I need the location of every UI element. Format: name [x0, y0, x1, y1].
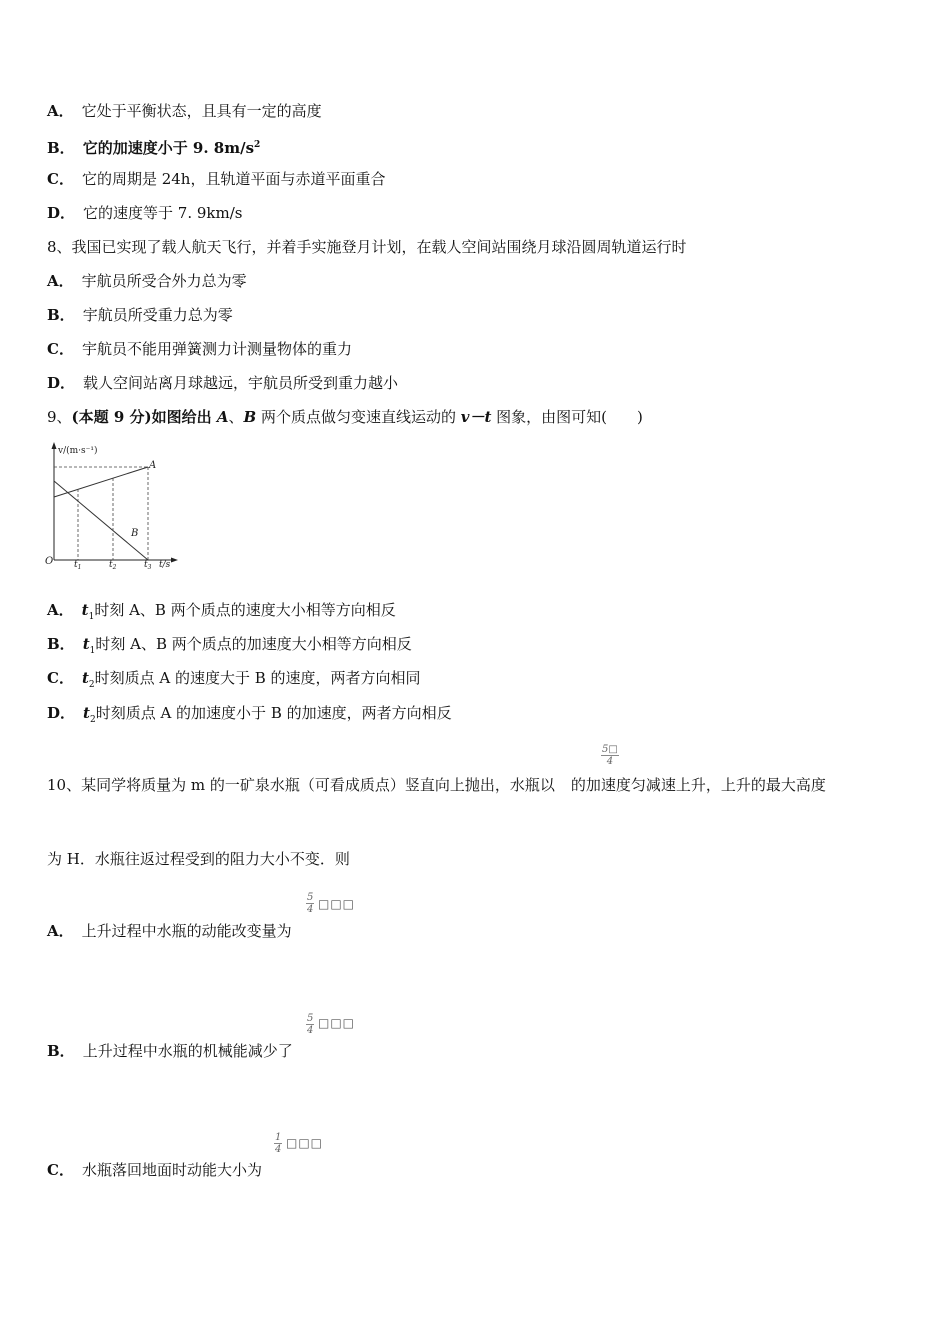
x-axis-arrow	[171, 558, 178, 563]
line-b	[54, 481, 148, 560]
q8-option-a: A． 宇航员所受合外力总为零	[47, 272, 247, 290]
q9-option-b: B． $t_1$时刻 A、B 两个质点的加速度大小相等方向相反	[47, 635, 412, 656]
q8-option-b: B． 宇航员所受重力总为零	[47, 306, 233, 324]
q10-stem-line2: 为 H．水瓶往返过程受到的阻力大小不变．则	[47, 850, 350, 868]
origin-label: O	[45, 556, 54, 567]
q10-stem-fraction: $\frac{5□}{4}$	[602, 744, 618, 767]
q10-c-fraction: $\frac{1}{4}$	[275, 1132, 282, 1155]
q9-stem: 9、(本题 9 分)如图给出 A、B 两个质点做匀变速直线运动的 v－t 图象，由图可知( )	[47, 408, 643, 426]
q8-option-d: D． 载人空间站离月球越远，宇航员所受到重力越小	[47, 374, 399, 392]
q10-stem-line1: 10、某同学将质量为 m 的一矿泉水瓶（可看成质点）竖直向上抛出，水瓶以 的加速度匀减速上升，上升的最大高度	[47, 776, 826, 794]
vt-graph	[42, 440, 187, 572]
y-axis-arrow	[52, 442, 57, 449]
t2-label: $t_2$	[109, 560, 117, 571]
q10-a-fraction: $\frac{5}{4}$	[307, 892, 314, 915]
x-axis-label: t/s	[159, 560, 171, 570]
q7-option-c: C． 它的周期是 24h，且轨道平面与赤道平面重合	[47, 170, 386, 188]
q10-a-glyphs: □□□	[318, 897, 356, 911]
q10-c-glyphs: □□□	[286, 1136, 324, 1150]
q7-option-b: B． 它的加速度小于 9. $8m/s^2$	[47, 139, 261, 157]
t3-label: $t_3$	[144, 560, 152, 571]
q9-option-d: D． $t_2$时刻质点 A 的加速度小于 B 的加速度，两者方向相反	[47, 704, 452, 725]
q8-stem: 8、我国已实现了载人航天飞行，并着手实施登月计划，在载人空间站围绕月球沿圆周轨道运行时	[47, 238, 687, 256]
y-axis-label: v/(m·s⁻¹)	[58, 446, 98, 456]
q7-option-a: A． 它处于平衡状态，且具有一定的高度	[47, 102, 322, 120]
q10-option-c: C． 水瓶落回地面时动能大小为	[47, 1161, 262, 1179]
q9-option-c: C． $t_2$时刻质点 A 的速度大于 B 的速度，两者方向相同	[47, 669, 421, 690]
line-b-label: B	[131, 528, 139, 539]
q10-b-glyphs: □□□	[318, 1016, 356, 1030]
q10-option-b: B． 上升过程中水瓶的机械能减少了	[47, 1042, 293, 1060]
q10-b-fraction: $\frac{5}{4}$	[307, 1013, 314, 1036]
q7-option-d: D． 它的速度等于 7. 9km/s	[47, 204, 243, 222]
q8-option-c: C． 宇航员不能用弹簧测力计测量物体的重力	[47, 340, 352, 358]
line-a-label: A	[149, 460, 157, 471]
q10-option-a: A． 上升过程中水瓶的动能改变量为	[47, 922, 292, 940]
t1-label: $t_1$	[74, 560, 82, 571]
q9-option-a: A． $t_1$时刻 A、B 两个质点的速度大小相等方向相反	[47, 601, 396, 622]
